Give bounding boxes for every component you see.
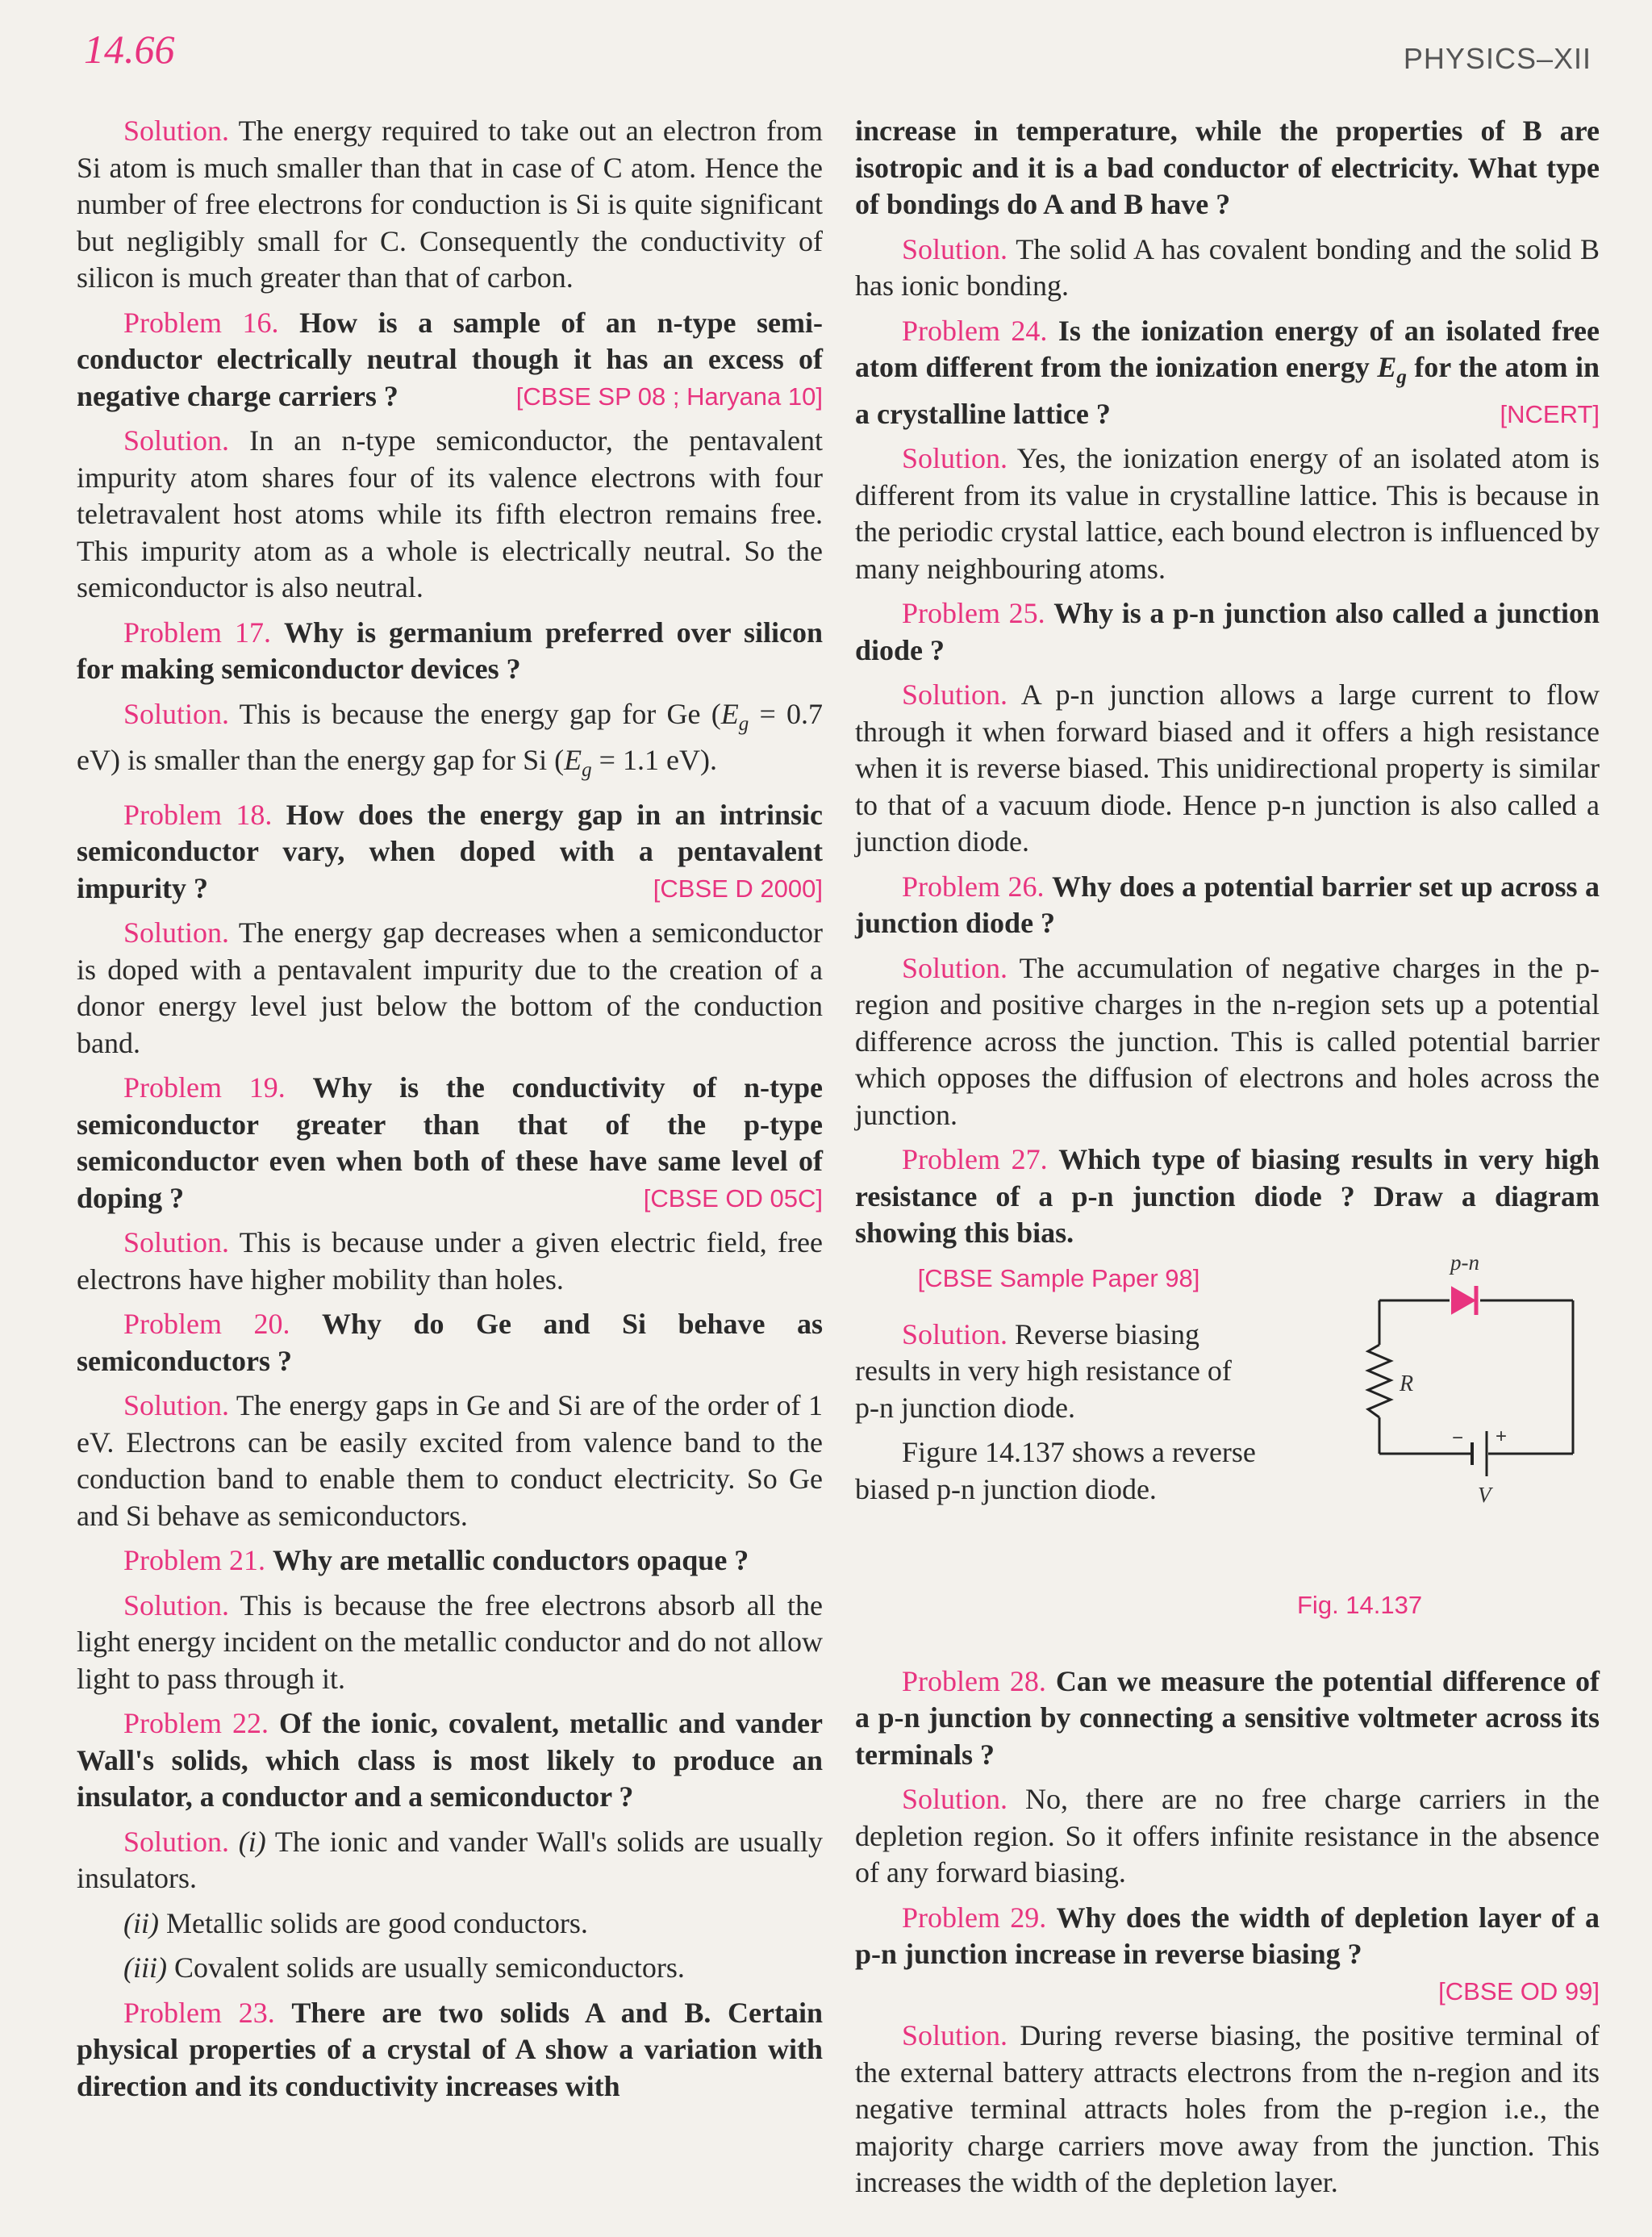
problem-label: Problem 16. <box>123 306 279 339</box>
resistor-symbol <box>1368 1345 1391 1417</box>
problem-reference: [CBSE OD 05C] <box>643 1183 823 1212</box>
solution-text-2: Figure 14.137 shows a reverse biased p-n junction diode. <box>855 1436 1256 1505</box>
problem-26 <box>855 869 1600 942</box>
si-gap-value: = 1.1 eV). <box>591 744 717 776</box>
problem-reference: [CBSE OD 99] <box>1438 1976 1600 2005</box>
problem-label: Problem 17. <box>123 616 272 649</box>
energy-gap-subscript: g <box>1396 366 1407 388</box>
solution-label: Solution. <box>123 1588 230 1621</box>
page-header <box>0 0 1652 105</box>
problem-question: Why is the conductivity of n-type semiconductor greater than that of the p-type semiconductor even when both of these have same level of doping ? <box>77 1071 824 1214</box>
problem-29 <box>855 1900 1600 2010</box>
right-column <box>855 113 1600 2210</box>
battery-label: V <box>1478 1482 1491 1507</box>
energy-gap-subscript: g <box>738 712 749 735</box>
battery-symbol <box>1472 1431 1487 1476</box>
problem-question: Why is germanium preferred over silicon for making semiconductor devices ? <box>77 616 824 685</box>
solution-16 <box>77 423 823 607</box>
problem-question: Which type of biasing results in very high resistance of a p-n junction diode ? Draw a diagram showing this bias. <box>855 1143 1600 1249</box>
solution-label: Solution. <box>902 1317 1008 1350</box>
solution-19 <box>77 1225 823 1298</box>
left-column <box>77 113 823 2113</box>
problem-17 <box>77 615 823 688</box>
solution-label: Solution. <box>123 424 230 457</box>
problem-reference: [CBSE D 2000] <box>653 874 823 903</box>
problem-reference: [CBSE SP 08 ; Haryana 10] <box>515 382 823 411</box>
solution-text: The accumulation of negative charges in the p-region and positive charges in the n-region sets up a potential difference across the junction. This is called potential barrier which opposes the diffusion of electrons and holes across the junction. <box>855 951 1600 1131</box>
solution-24 <box>855 440 1600 587</box>
problem-label: Problem 27. <box>902 1143 1048 1175</box>
energy-gap-symbol: E <box>720 697 739 730</box>
reverse-bias-circuit-diagram <box>1331 1244 1621 1550</box>
problem-question: increase in temperature, while the properties of B are isotropic and it is a bad conductor of electricity. What type of bondings do A and B have ? <box>855 115 1600 220</box>
problem-question: There are two solids A and B. Certain physical properties of a crystal of A show a variation with direction and its conductivity increases with <box>77 1996 824 2102</box>
solution-text: No, there are no free charge carriers in the depletion region. So it offers infinite resistance in the absence of any forward biasing. <box>855 1783 1600 1889</box>
solution-label: Solution. <box>902 232 1008 265</box>
solution-label: Solution. <box>123 1825 230 1858</box>
solution-text: A p-n junction allows a large current to flow through it when forward biased and it offers a high resistance when it is reverse biased. This unidirectional property is similar to that of a vacuum diode. Hence p-n junction is also called a junction diode. <box>855 678 1600 858</box>
diode-symbol <box>1452 1286 1476 1315</box>
item-marker: (i) <box>238 1825 266 1858</box>
problem-question: How is a sample of an n-type semi-conductor electrically neutral though it has an excess of negative charge carriers ? <box>77 306 824 412</box>
solution-28 <box>855 1781 1600 1892</box>
solution-text: Covalent solids are usually semiconductors. <box>173 1951 685 1984</box>
problem-question: Can we measure the potential difference of a p-n junction by connecting a sensitive voltmeter across its terminals ? <box>855 1664 1600 1771</box>
problem-23 <box>77 1995 823 2106</box>
problem-label: Problem 25. <box>902 597 1045 629</box>
problem-21 <box>77 1542 823 1580</box>
solution-27 <box>855 1317 1262 1517</box>
solution-label: Solution. <box>123 916 230 949</box>
solution-text: The energy gap decreases when a semiconductor is doped with a pentavalent impurity due to the creation of a donor energy level just below the bottom of the conduction band. <box>77 916 823 1059</box>
problem-label: Problem 22. <box>123 1707 269 1739</box>
resistor-label: R <box>1400 1371 1414 1396</box>
solution-label: Solution. <box>123 1389 230 1421</box>
problem-19 <box>77 1070 823 1217</box>
solution-text: In an n-type semiconductor, the pentavalent impurity atom shares four of its valence electrons with four teletravalent host atoms while its fifth electron remains free. This impurity atom as a whole is electrically neutral. So the semiconductor is also neutral. <box>77 424 823 603</box>
solution-text: The energy gaps in Ge and Si are of the order of 1 eV. Electrons can be easily excited from valence band to the conduction band to enable them to conduct electricity. So Ge and Si behave as semiconductors. <box>77 1389 823 1532</box>
problem-label: Problem 23. <box>123 1996 275 2029</box>
problem-28 <box>855 1663 1600 1774</box>
problem-25 <box>855 595 1600 669</box>
problem-20 <box>77 1306 823 1379</box>
solution-22-item-3 <box>77 1950 823 1987</box>
problem-18 <box>77 797 823 908</box>
solution-text: Metallic solids are good conductors. <box>165 1906 588 1939</box>
solution-20 <box>77 1388 823 1534</box>
problem-label: Problem 26. <box>902 870 1045 903</box>
problem-question: Why are metallic conductors opaque ? <box>273 1544 749 1576</box>
solution-23 <box>855 232 1600 305</box>
ge-gap-value: = 0.7 eV) <box>77 697 823 776</box>
problem-reference: [CBSE Sample Paper 98] <box>917 1263 1200 1292</box>
solution-17 <box>77 696 823 789</box>
problem-label: Problem 18. <box>123 798 273 831</box>
solution-label: Solution. <box>902 2019 1008 2051</box>
solution-label: Solution. <box>902 951 1008 984</box>
problem-question: Is the ionization energy of an isolated free atom different from the ionization energy <box>855 314 1600 383</box>
solution-29 <box>855 2018 1600 2202</box>
solution-text: The solid A has covalent bonding and the solid B has ionic bonding. <box>855 232 1600 302</box>
solution-label: Solution. <box>123 697 230 730</box>
problem-question: Why does the width of depletion layer of a p-n junction increase in reverse biasing ? <box>855 1901 1600 1970</box>
problem-16 <box>77 305 823 415</box>
problem-label: Problem 28. <box>902 1664 1046 1697</box>
solution-label: Solution. <box>902 1783 1008 1815</box>
energy-gap-symbol: E <box>564 744 582 776</box>
book-title: PHYSICS–XII <box>1403 42 1592 75</box>
battery-minus: − <box>1452 1426 1464 1449</box>
problem-reference: [NCERT] <box>1500 399 1600 428</box>
solution-label: Solution. <box>902 678 1008 711</box>
solution-text: Yes, the ionization energy of an isolated atom is different from its value in crystalline lattice. This is because in the periodic crystal lattice, each bound electron is influenced by many neighbouring atoms. <box>855 442 1600 585</box>
diode-label: p-n <box>1450 1250 1479 1275</box>
solution-text: This is because the free electrons absorb all the light energy incident on the metallic conductor and do not allow light to pass through it. <box>77 1588 823 1695</box>
problem-label: Problem 20. <box>123 1308 290 1340</box>
problem-label: Problem 21. <box>123 1544 265 1576</box>
item-marker: (ii) <box>123 1906 159 1939</box>
solution-text: During reverse biasing, the positive terminal of the external battery attracts electrons from the n-region and its negative terminal attracts holes from the p-region i.e., the majority charge carriers move away from the junction. This increases the width of the depletion layer. <box>855 2019 1600 2198</box>
solution-label: Solution. <box>123 1226 230 1258</box>
solution-label: Solution. <box>902 442 1008 474</box>
problem-question: How does the energy gap in an intrinsic semiconductor vary, when doped with a pentavalent impurity ? <box>77 798 824 904</box>
energy-gap-symbol: E <box>1377 351 1397 383</box>
problem-label: Problem 29. <box>902 1901 1047 1934</box>
solution-22-item-2 <box>77 1905 823 1943</box>
battery-plus: + <box>1496 1425 1508 1447</box>
solution-text: The ionic and vander Wall's solids are usually insulators. <box>77 1825 824 1894</box>
problem-question: Of the ionic, covalent, metallic and vander Wall's solids, which class is most likely to produce an insulator, a conductor and a semiconductor ? <box>77 1707 823 1813</box>
problem-question: Why do Ge and Si behave as semiconductors ? <box>77 1308 824 1377</box>
problem-27 <box>855 1141 1600 1252</box>
solution-22 <box>77 1824 823 1897</box>
solution-text-2: is smaller than the energy gap for Si ( <box>119 744 565 776</box>
page-number: 14.66 <box>84 27 175 72</box>
problem-label: Problem 24. <box>902 314 1048 347</box>
solution-18 <box>77 915 823 1062</box>
problem-question: Why does a potential barrier set up across a junction diode ? <box>855 870 1600 939</box>
solution-label: Solution. <box>123 115 230 147</box>
energy-gap-subscript: g <box>582 759 592 781</box>
solution-26 <box>855 950 1600 1134</box>
problem-question-2: for the atom in a crystalline lattice ? <box>855 351 1600 430</box>
problem-label: Problem 19. <box>123 1071 286 1104</box>
solution-text: This is because under a given electric field, free electrons have higher mobility than holes. <box>77 1226 823 1296</box>
figure-caption: Fig. 14.137 <box>1297 1590 1423 1619</box>
problem-22 <box>77 1705 823 1816</box>
problem-27-figure-block <box>855 1250 1600 1647</box>
solution-25 <box>855 677 1600 861</box>
problem-question: Why is a p-n junction also called a junction diode ? <box>855 597 1600 666</box>
problem-24 <box>855 313 1600 433</box>
solution-text: The energy required to take out an electron from Si atom is much smaller than that in case of C atom. Hence the number of free electrons for conduction is Si is quite significant but negligibly small for C. Consequently the conductivity of silicon is much greater than that of carbon. <box>77 115 823 294</box>
solution-21 <box>77 1588 823 1698</box>
solution-text: This is because the energy gap for Ge ( <box>239 697 721 730</box>
problem-23-continued <box>855 113 1600 223</box>
solution-text: Reverse biasing results in very high resistance of p-n junction diode. <box>855 1317 1232 1424</box>
item-marker: (iii) <box>123 1951 167 1984</box>
solution-15 <box>77 113 823 297</box>
